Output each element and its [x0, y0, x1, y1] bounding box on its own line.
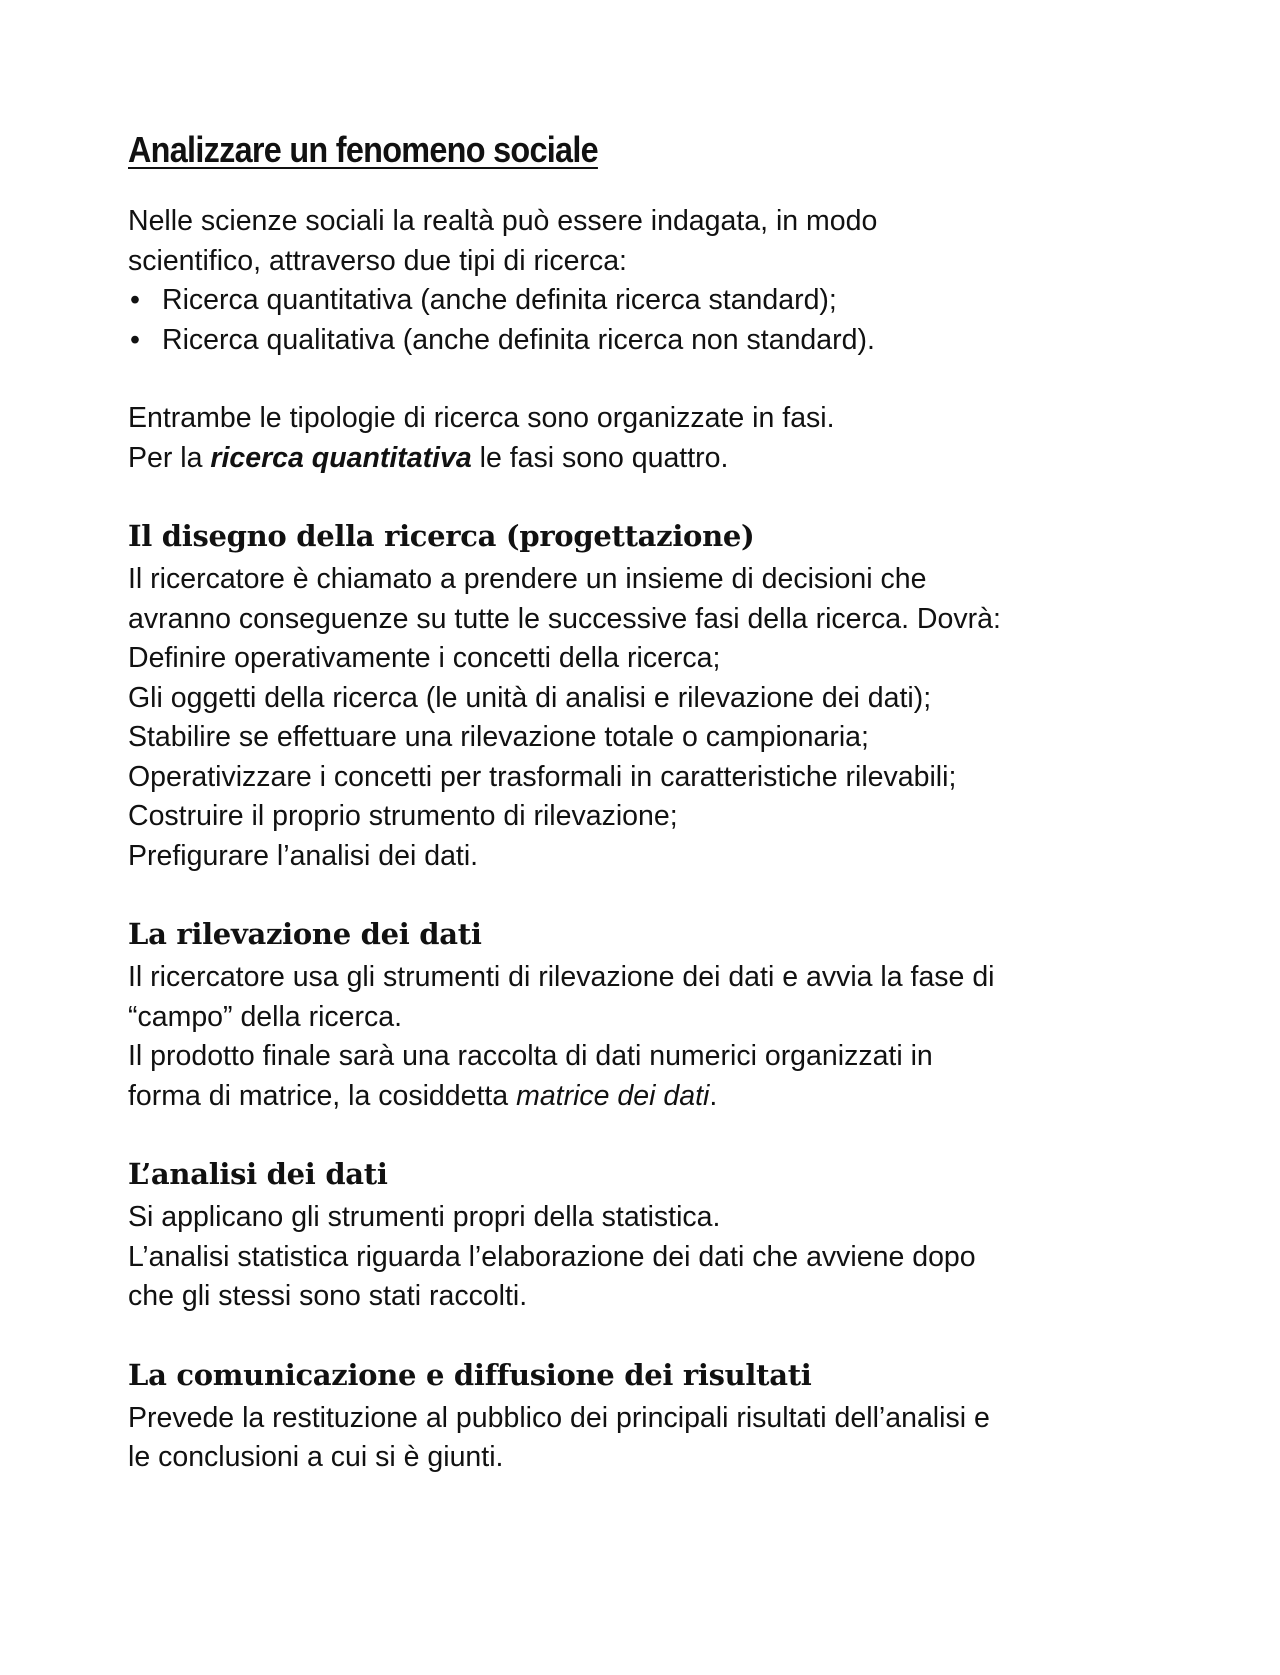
text-run: forma di matrice, la cosiddetta [128, 1079, 517, 1112]
section-heading: La comunicazione e diffusione dei risultati [128, 1357, 812, 1392]
text-run: Per la [128, 441, 211, 474]
list-item [128, 281, 1168, 321]
section-line: Operativizzare i concetti per trasformali in caratteristiche rilevabili; [128, 760, 957, 793]
emphasis-data-matrix: matrice dei dati [516, 1079, 710, 1112]
section-line: Prefigurare l’analisi dei dati. [128, 839, 479, 872]
phases-intro-line: Entrambe le tipologie di ricerca sono organizzate in fasi. [128, 402, 835, 434]
section-line: Costruire il proprio strumento di rilevazione; [128, 800, 678, 832]
section-results-communication [128, 1355, 1168, 1478]
section-line: Definire operativamente i concetti della ricerca; [128, 642, 721, 674]
text-run: le fasi sono quattro. [471, 441, 729, 474]
section-line: L’analisi statistica riguarda l’elaborazione dei dati che avviene dopo [128, 1240, 976, 1273]
document-page [128, 128, 1168, 1478]
intro-line: scientifico, attraverso due tipi di ricerca: [128, 244, 627, 277]
section-line: Il ricercatore è chiamato a prendere un insieme di decisioni che [128, 563, 927, 595]
section-line: che gli stessi sono stati raccolti. [128, 1280, 528, 1312]
section-line: Il ricercatore usa gli strumenti di rilevazione dei dati e avvia la fase di [128, 961, 995, 993]
section-line: “campo” della ricerca. [128, 1000, 403, 1033]
section-heading: Il disegno della ricerca (progettazione) [128, 519, 755, 553]
section-line: le conclusioni a cui si è giunti. [128, 1441, 504, 1473]
list-item [128, 321, 1168, 361]
section-heading: L’analisi dei dati [128, 1157, 388, 1191]
section-line: Prevede la restituzione al pubblico dei principali risultati dell’analisi e [128, 1401, 990, 1434]
phases-intro-paragraph [128, 399, 1168, 478]
list-item-text: Ricerca quantitativa (anche definita ricerca standard); [162, 284, 837, 316]
phases-intro-line [128, 439, 1168, 479]
research-types-list [128, 281, 1168, 360]
intro-line: Nelle scienze sociali la realtà può essere indagata, in modo [128, 205, 878, 237]
section-heading: La rilevazione dei dati [128, 917, 482, 951]
section-research-design [128, 516, 1168, 876]
section-line: Stabilire se effettuare una rilevazione totale o campionaria; [128, 721, 869, 753]
list-item-text: Ricerca qualitativa (anche definita ricerca non standard). [162, 323, 875, 356]
bullet-icon: • [130, 323, 140, 356]
intro-paragraph [128, 202, 1168, 360]
page-title: Analizzare un fenomeno sociale [128, 129, 598, 170]
bullet-icon: • [130, 284, 140, 316]
section-line: avranno conseguenze su tutte le successive fasi della ricerca. Dovrà: [128, 602, 1001, 635]
section-data-collection [128, 914, 1168, 1116]
text-run: . [709, 1079, 718, 1112]
section-line: Si applicano gli strumenti propri della statistica. [128, 1201, 721, 1233]
section-line: Il prodotto finale sarà una raccolta di dati numerici organizzati in [128, 1040, 933, 1072]
section-line: Gli oggetti della ricerca (le unità di analisi e rilevazione dei dati); [128, 681, 932, 714]
emphasis-quantitative-research: ricerca quantitativa [210, 441, 472, 474]
section-data-analysis [128, 1154, 1168, 1317]
section-line [128, 1077, 1168, 1117]
